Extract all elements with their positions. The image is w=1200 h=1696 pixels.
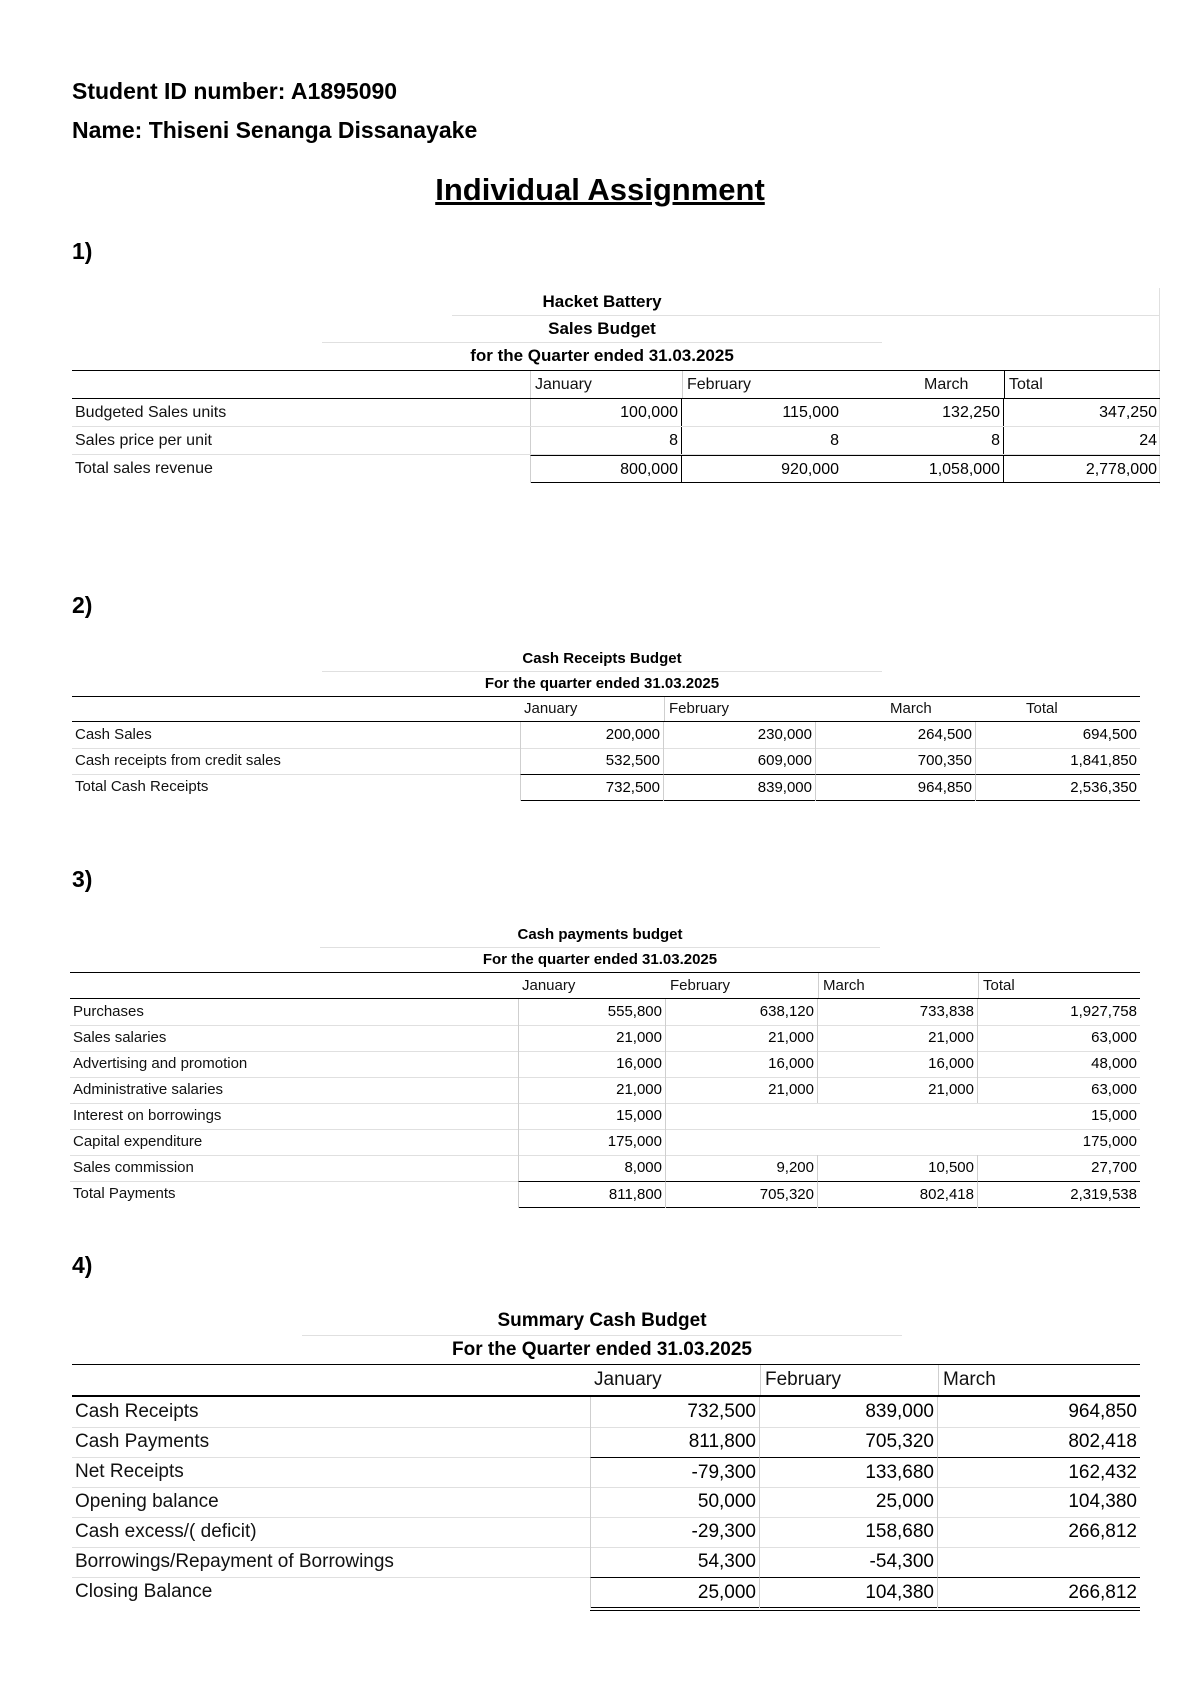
cell-value: 733,838 (818, 999, 978, 1025)
cell-value: 104,380 (760, 1577, 938, 1608)
row-label: Sales price per unit (75, 432, 212, 449)
cell-value: 705,320 (666, 1181, 818, 1208)
table-row (70, 1051, 1140, 1078)
table-title-period: For the quarter ended 31.03.2025 (484, 675, 720, 692)
cell-value: 532,500 (520, 748, 664, 774)
row-label: Cash Receipts (75, 1401, 199, 1422)
cell-value: 21,000 (818, 1025, 978, 1051)
table-title-budget: Sales Budget (322, 315, 882, 343)
cell-value: 25,000 (760, 1487, 938, 1517)
cell-value: 732,500 (590, 1397, 760, 1427)
cell-value: 132,250 (842, 399, 1004, 426)
cell-value: 175,000 (1082, 1133, 1137, 1150)
cell-value: 266,812 (938, 1577, 1140, 1608)
cell-value: 839,000 (664, 774, 816, 801)
cell-value: 609,000 (664, 748, 816, 774)
row-label: Advertising and promotion (73, 1055, 248, 1072)
student-id: Student ID number: A1895090 (72, 78, 398, 104)
cell-value: 8 (830, 432, 839, 449)
question-number-1: 1) (72, 238, 93, 264)
cell-value: 200,000 (520, 722, 664, 748)
cell-value: 802,418 (818, 1181, 978, 1208)
page-title: Individual Assignment (435, 172, 765, 207)
cell-value: 638,120 (666, 999, 818, 1025)
cell-value: 133,680 (760, 1457, 938, 1488)
table-title-period: for the Quarter ended 31.03.2025 (470, 346, 734, 365)
cell-value: 964,850 (816, 774, 976, 801)
cell-value: 347,250 (1099, 404, 1157, 421)
row-label: Interest on borrowings (73, 1107, 222, 1124)
cell-value: 694,500 (1082, 726, 1137, 743)
row-label: Borrowings/Repayment of Borrowings (75, 1551, 394, 1572)
column-header: January (530, 371, 685, 398)
column-header: January (524, 700, 578, 717)
table-title-period: For the quarter ended 31.03.2025 (482, 951, 718, 968)
table-title-period: For the Quarter ended 31.03.2025 (452, 1339, 752, 1360)
cell-value: 15,000 (1091, 1107, 1137, 1124)
column-header-row (72, 696, 1140, 722)
column-header: February (682, 371, 837, 398)
cell-value: 839,000 (760, 1397, 938, 1427)
table-title-company: Hacket Battery (542, 292, 662, 311)
cell-value: 2,319,538 (978, 1181, 1140, 1208)
row-label: Sales salaries (73, 1029, 167, 1046)
table-title-budget: Summary Cash Budget (302, 1306, 902, 1336)
summary-cash-budget-table (72, 1306, 1140, 1606)
cell-value: 15,000 (518, 1103, 666, 1129)
row-label: Purchases (73, 1003, 144, 1020)
cell-value: 63,000 (1091, 1081, 1137, 1098)
table-row (72, 1547, 1140, 1578)
cell-value: 230,000 (664, 722, 816, 748)
cell-value: 1,841,850 (1070, 752, 1137, 769)
cell-value: 264,500 (816, 722, 976, 748)
cell-value: 8 (530, 427, 682, 454)
column-header-row (72, 1364, 1140, 1397)
column-header-row (70, 972, 1140, 999)
question-number-2: 2) (72, 592, 93, 618)
column-header: February (670, 977, 731, 994)
row-label: Sales commission (73, 1159, 194, 1176)
table-title-budget: Cash payments budget (320, 922, 880, 948)
cash-payments-budget-table (70, 922, 1140, 1204)
cell-value: 9,200 (666, 1155, 818, 1181)
row-label: Administrative salaries (73, 1081, 224, 1098)
cell-value: 16,000 (518, 1051, 666, 1077)
cell-value: 100,000 (530, 399, 682, 426)
cell-value: 104,380 (1068, 1491, 1137, 1512)
table-row (72, 748, 1140, 775)
row-label: Cash receipts from credit sales (75, 752, 281, 769)
question-number-3: 3) (72, 866, 93, 892)
cell-value: 175,000 (518, 1129, 666, 1155)
cell-value: 732,500 (520, 774, 664, 801)
cell-value: 21,000 (518, 1025, 666, 1051)
cell-value: 811,800 (590, 1427, 760, 1457)
cell-value: 16,000 (666, 1051, 818, 1077)
table-row (70, 1129, 1140, 1156)
column-header: January (522, 977, 576, 994)
table-row (72, 1427, 1140, 1458)
sales-budget-table (72, 288, 1160, 484)
cell-value: 802,418 (1068, 1431, 1137, 1452)
column-header: March (890, 700, 932, 717)
cell-value: 964,850 (1068, 1401, 1137, 1422)
table-row (70, 1025, 1140, 1052)
column-header: Total (978, 973, 1133, 998)
cell-value: 21,000 (666, 1025, 818, 1051)
cell-value: 27,700 (1091, 1159, 1137, 1176)
question-number-4: 4) (72, 1252, 93, 1278)
cell-value: 10,500 (818, 1155, 978, 1181)
column-header: Total (1004, 371, 1159, 398)
cell-value: 266,812 (1068, 1521, 1137, 1542)
row-label: Budgeted Sales units (75, 404, 227, 421)
cell-value: -29,300 (590, 1517, 760, 1547)
cell-value: 920,000 (682, 455, 842, 483)
table-row-total (73, 1181, 1140, 1208)
cell-value: 1,058,000 (842, 455, 1004, 483)
table-row (70, 1103, 1140, 1130)
cell-value: 8,000 (518, 1155, 666, 1181)
cell-value: 16,000 (818, 1051, 978, 1077)
row-label: Capital expenditure (73, 1133, 203, 1150)
row-label: Cash Payments (75, 1431, 210, 1452)
cell-value: 54,300 (590, 1547, 760, 1577)
column-header: Total (1026, 700, 1058, 717)
cell-value: 50,000 (590, 1487, 760, 1517)
row-label: Closing Balance (75, 1581, 213, 1602)
column-header: March (818, 973, 973, 998)
column-header: March (938, 1365, 1113, 1395)
row-label: Total Cash Receipts (75, 778, 209, 795)
column-header: February (760, 1365, 935, 1395)
cell-value: 555,800 (518, 999, 666, 1025)
cell-value: 158,680 (760, 1517, 938, 1547)
cell-value: 63,000 (1091, 1029, 1137, 1046)
table-row (70, 1155, 1140, 1182)
table-row (70, 999, 1140, 1026)
cell-value: 115,000 (782, 404, 839, 421)
table-row (72, 1487, 1140, 1518)
table-row-total (75, 774, 1140, 801)
cell-value: 21,000 (666, 1077, 818, 1103)
cell-value: 800,000 (530, 455, 682, 483)
table-row (72, 1457, 1140, 1488)
student-name: Name: Thiseni Senanga Dissanayake (72, 117, 478, 143)
table-title-budget: Cash Receipts Budget (322, 646, 882, 672)
cell-value: 2,778,000 (1004, 455, 1160, 483)
row-label: Net Receipts (75, 1461, 184, 1482)
cell-value: 162,432 (938, 1457, 1140, 1488)
cell-value: 1,927,758 (1070, 1003, 1137, 1020)
cell-value: 48,000 (1091, 1055, 1137, 1072)
cell-value: 25,000 (590, 1577, 760, 1608)
row-label: Total sales revenue (75, 460, 213, 477)
cell-value: 811,800 (518, 1181, 666, 1208)
cell-value: -54,300 (760, 1547, 938, 1577)
cell-value: 21,000 (518, 1077, 666, 1103)
table-row-total (75, 1577, 1140, 1611)
cell-value: 705,320 (760, 1427, 938, 1457)
cell-value: 24 (1139, 432, 1157, 449)
column-header: January (594, 1369, 662, 1390)
cell-value: 21,000 (818, 1077, 978, 1103)
row-label: Cash Sales (75, 726, 152, 743)
cell-value: -79,300 (590, 1457, 760, 1488)
table-row (70, 1077, 1140, 1104)
cell-value: 8 (842, 427, 1004, 454)
table-row (72, 427, 1160, 455)
column-header: February (664, 697, 819, 721)
table-row (72, 1397, 1140, 1428)
cash-receipts-budget-table (72, 646, 1140, 800)
row-label: Total Payments (73, 1185, 176, 1202)
column-header-row (72, 370, 1160, 399)
table-row (72, 399, 1160, 427)
row-label: Opening balance (75, 1491, 219, 1512)
cell-value: 2,536,350 (976, 774, 1140, 801)
column-header: March (924, 376, 969, 393)
table-row (72, 1517, 1140, 1548)
row-label: Cash excess/( deficit) (75, 1521, 257, 1542)
table-row (72, 722, 1140, 749)
cell-value: 700,350 (816, 748, 976, 774)
table-row-total (75, 455, 1160, 483)
